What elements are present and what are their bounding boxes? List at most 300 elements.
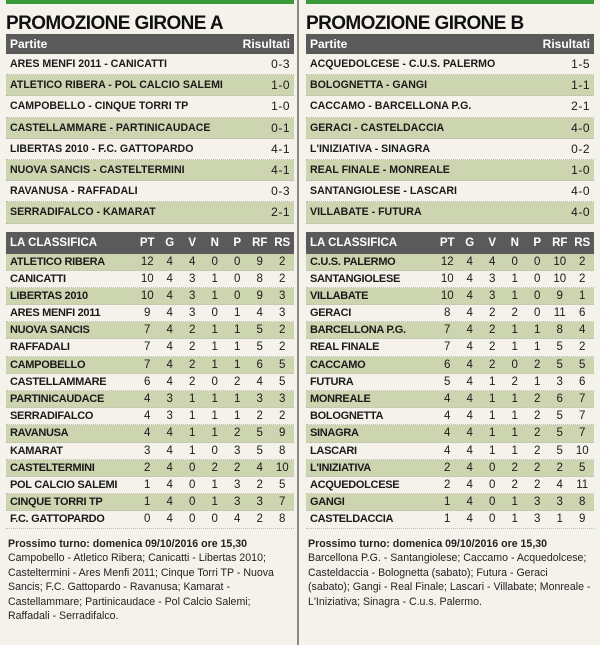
stat-n: 0	[211, 255, 218, 268]
standings-row	[306, 357, 594, 374]
match-row	[6, 202, 294, 223]
match-teams: GERACI - CASTELDACCIA	[310, 121, 445, 134]
team-name: ARES MENFI 2011	[10, 307, 101, 320]
stat-v: 1	[189, 427, 196, 440]
stat-rf: 2	[256, 410, 263, 423]
standings-row	[6, 305, 294, 322]
stat-n: 1	[211, 496, 218, 509]
match-score: 1-0	[571, 162, 590, 177]
stat-v: 0	[189, 513, 196, 526]
stat-pt: 7	[444, 324, 451, 337]
next-round-fixtures: Campobello - Atletico Ribera; Canicatti - Libertas 2010; Casteltermini - Ares Menfi 2011; Cinque Torri TP - Nuova Sancis; F.C. Gattopardo - Ravanusa; Kamarat - Castellammare; Partinicaudace - Pol Calcio Salemi; Raffadali - Serradifalco.	[8, 552, 274, 623]
col-n: N	[210, 236, 219, 249]
stat-rf: 4	[256, 307, 263, 320]
stat-p: 0	[534, 255, 541, 268]
stat-rs: 8	[579, 496, 586, 509]
stat-p: 0	[534, 307, 541, 320]
stat-n: 1	[511, 410, 518, 423]
stat-g: 4	[166, 341, 173, 354]
stat-v: 3	[489, 272, 496, 285]
stat-v: 4	[189, 255, 196, 268]
standings-header	[6, 232, 294, 254]
standings-row	[6, 288, 294, 305]
match-row	[6, 54, 294, 75]
stat-g: 4	[166, 289, 173, 302]
match-row	[6, 139, 294, 160]
stat-n: 1	[211, 324, 218, 337]
stat-rf: 2	[556, 461, 563, 474]
stat-pt: 4	[444, 410, 451, 423]
stat-rs: 2	[279, 255, 286, 268]
standings-row	[306, 305, 594, 322]
stat-rs: 5	[579, 461, 586, 474]
match-score: 4-0	[571, 120, 590, 135]
next-round-title: Prossimo turno: domenica 09/10/2016 ore 15,30	[308, 537, 548, 550]
standings-header	[306, 232, 594, 254]
stat-n: 0	[511, 358, 518, 371]
stat-rs: 2	[279, 324, 286, 337]
stat-n: 2	[511, 375, 518, 388]
match-teams: SANTANGIOLESE - LASCARI	[310, 185, 457, 198]
stat-pt: 12	[440, 255, 454, 268]
col-v: V	[188, 236, 197, 249]
match-row	[306, 54, 594, 75]
stat-n: 2	[511, 478, 518, 491]
stat-rf: 9	[556, 289, 563, 302]
stat-rs: 2	[579, 341, 586, 354]
stat-rf: 3	[556, 375, 563, 388]
team-name: CACCAMO	[310, 358, 366, 371]
stat-n: 1	[211, 427, 218, 440]
stat-rf: 5	[556, 358, 563, 371]
stat-v: 2	[189, 341, 196, 354]
stat-pt: 4	[444, 393, 451, 405]
stat-g: 4	[466, 513, 473, 526]
stat-v: 0	[489, 513, 496, 526]
match-teams: SERRADIFALCO - KAMARAT	[10, 206, 156, 219]
stat-p: 1	[534, 341, 541, 354]
standings-row	[306, 460, 594, 477]
stat-v: 0	[189, 478, 196, 491]
col-rs: RS	[274, 236, 291, 249]
team-name: CASTELDACCIA	[310, 513, 394, 526]
match-teams: LIBERTAS 2010 - F.C. GATTOPARDO	[10, 142, 194, 155]
stat-rs: 7	[579, 410, 586, 423]
stat-g: 4	[166, 255, 173, 268]
stat-rf: 5	[256, 324, 263, 337]
stat-rs: 9	[579, 513, 586, 526]
standings-title: LA CLASSIFICA	[10, 236, 98, 249]
header-risultati: Risultati	[542, 37, 590, 51]
match-row	[306, 202, 594, 223]
team-name: FUTURA	[310, 375, 354, 388]
stat-n: 1	[511, 324, 518, 337]
stat-n: 2	[511, 461, 518, 474]
stat-n: 1	[211, 272, 218, 285]
col-v: V	[488, 236, 497, 249]
stat-pt: 6	[444, 358, 451, 371]
stat-rf: 6	[556, 393, 563, 405]
stat-rs: 2	[279, 272, 286, 285]
stat-rf: 3	[556, 496, 563, 509]
stat-rf: 8	[256, 272, 263, 285]
stat-g: 4	[166, 375, 173, 388]
stat-v: 3	[189, 307, 196, 320]
stat-g: 4	[466, 289, 473, 302]
standings-row	[6, 271, 294, 288]
standings-row	[6, 254, 294, 271]
standings-row	[6, 494, 294, 511]
team-name: CASTELLAMMARE	[10, 375, 107, 388]
stat-g: 4	[166, 496, 173, 509]
stat-pt: 12	[140, 255, 154, 268]
stat-rs: 3	[279, 307, 286, 320]
stat-v: 2	[489, 307, 496, 320]
stat-pt: 4	[144, 410, 151, 423]
standings-row	[6, 477, 294, 494]
stat-rs: 5	[579, 358, 586, 371]
standings-row	[306, 494, 594, 511]
standings-row	[6, 322, 294, 339]
standings-row	[306, 511, 594, 528]
team-name: CINQUE TORRI TP	[10, 496, 103, 509]
match-row	[6, 181, 294, 202]
stat-n: 1	[511, 427, 518, 440]
stat-p: 2	[534, 444, 541, 457]
col-rf: RF	[252, 236, 268, 249]
team-name: F.C. GATTOPARDO	[10, 513, 105, 526]
girone-a-column	[6, 0, 294, 645]
team-name: CAMPOBELLO	[10, 358, 86, 371]
stat-g: 4	[466, 307, 473, 320]
stat-p: 2	[234, 427, 241, 440]
stat-pt: 7	[144, 358, 151, 371]
stat-p: 3	[534, 496, 541, 509]
stat-pt: 7	[144, 341, 151, 354]
stat-p: 1	[234, 341, 241, 354]
standings-row	[306, 322, 594, 339]
stat-g: 4	[166, 358, 173, 371]
stat-v: 1	[489, 444, 496, 457]
standings-row	[306, 443, 594, 460]
stat-g: 4	[466, 358, 473, 371]
team-name: ACQUEDOLCESE	[310, 478, 400, 491]
stat-v: 2	[189, 375, 196, 388]
stat-n: 1	[211, 358, 218, 371]
standings-row	[306, 288, 594, 305]
stat-n: 0	[211, 375, 218, 388]
section-title: PROMOZIONE GIRONE B	[306, 0, 594, 34]
stat-g: 4	[166, 461, 173, 474]
stat-p: 2	[534, 358, 541, 371]
stat-rf: 5	[256, 427, 263, 440]
stat-rs: 5	[279, 375, 286, 388]
team-name: LASCARI	[310, 444, 357, 457]
stat-n: 1	[211, 478, 218, 491]
match-teams: L'INIZIATIVA - SINAGRA	[310, 142, 431, 155]
stat-rs: 10	[275, 461, 289, 474]
team-name: RAVANUSA	[10, 427, 69, 440]
team-name: PARTINICAUDACE	[10, 393, 104, 405]
col-rf: RF	[552, 236, 568, 249]
match-row	[306, 181, 594, 202]
team-name: REAL FINALE	[310, 341, 380, 354]
stat-p: 2	[534, 461, 541, 474]
stat-g: 4	[166, 324, 173, 337]
stat-rf: 9	[256, 289, 263, 302]
match-teams: ARES MENFI 2011 - CANICATTI	[10, 58, 167, 70]
stat-p: 3	[234, 478, 241, 491]
standings-row	[6, 391, 294, 408]
standings-row	[306, 425, 594, 442]
col-rs: RS	[574, 236, 591, 249]
stat-g: 4	[166, 478, 173, 491]
stat-rf: 5	[556, 427, 563, 440]
matches-header	[6, 34, 294, 54]
team-name: CASTELTERMINI	[10, 461, 95, 474]
stat-p: 4	[234, 513, 241, 526]
stat-v: 1	[189, 393, 196, 405]
matches-list	[306, 54, 594, 224]
stat-pt: 7	[144, 324, 151, 337]
standings-list	[306, 254, 594, 529]
stat-g: 4	[466, 341, 473, 354]
standings-row	[306, 339, 594, 356]
stat-p: 3	[234, 444, 241, 457]
match-score: 1-0	[271, 99, 290, 114]
team-name: POL CALCIO SALEMI	[10, 478, 118, 491]
match-row	[306, 118, 594, 139]
stat-rf: 8	[556, 324, 563, 337]
match-teams: VILLABATE - FUTURA	[310, 206, 422, 219]
stat-p: 3	[234, 496, 241, 509]
stat-rf: 6	[256, 358, 263, 371]
stat-pt: 1	[444, 513, 451, 526]
stat-v: 1	[189, 444, 196, 457]
stat-v: 2	[489, 324, 496, 337]
stat-n: 1	[511, 393, 518, 405]
stat-g: 4	[466, 255, 473, 268]
match-teams: NUOVA SANCIS - CASTELTERMINI	[10, 163, 185, 176]
stat-rs: 8	[279, 513, 286, 526]
stat-pt: 10	[440, 289, 454, 302]
match-row	[6, 75, 294, 96]
stat-rf: 1	[556, 513, 563, 526]
stat-pt: 1	[144, 496, 151, 509]
col-g: G	[465, 236, 475, 249]
stat-v: 1	[489, 410, 496, 423]
header-partite: Partite	[310, 37, 348, 51]
stat-pt: 4	[144, 427, 151, 440]
team-name: CANICATTI	[10, 272, 66, 285]
stat-pt: 10	[140, 289, 154, 302]
stat-p: 2	[534, 478, 541, 491]
match-score: 4-0	[571, 184, 590, 199]
match-score: 4-1	[271, 141, 290, 156]
stat-p: 2	[534, 393, 541, 405]
stat-rs: 3	[279, 393, 286, 405]
standings-row	[6, 374, 294, 391]
match-row	[306, 160, 594, 181]
stat-rs: 5	[279, 358, 286, 371]
stat-n: 1	[511, 513, 518, 526]
stat-rf: 2	[256, 478, 263, 491]
match-score: 0-2	[571, 141, 590, 156]
match-score: 0-3	[271, 57, 290, 71]
col-p: P	[533, 236, 542, 249]
stat-pt: 6	[144, 375, 151, 388]
stat-rf: 11	[553, 307, 566, 320]
standings-list	[6, 254, 294, 529]
stat-rf: 4	[256, 461, 263, 474]
stat-p: 0	[234, 289, 241, 302]
stat-n: 1	[211, 410, 218, 423]
match-teams: CACCAMO - BARCELLONA P.G.	[310, 100, 472, 113]
stat-n: 2	[211, 461, 218, 474]
stat-p: 3	[534, 513, 541, 526]
stat-v: 1	[189, 410, 196, 423]
stat-g: 4	[166, 307, 173, 320]
next-round-title: Prossimo turno: domenica 09/10/2016 ore 15,30	[8, 537, 248, 550]
stat-pt: 10	[140, 272, 154, 285]
stat-p: 1	[534, 324, 541, 337]
stat-p: 0	[234, 255, 241, 268]
team-name: MONREALE	[310, 393, 371, 405]
stat-v: 2	[489, 358, 496, 371]
stat-rs: 1	[579, 289, 586, 302]
stat-v: 3	[189, 289, 196, 302]
stat-n: 1	[511, 341, 518, 354]
team-name: ATLETICO RIBERA	[10, 255, 105, 268]
stat-n: 0	[511, 255, 518, 268]
team-name: SERRADIFALCO	[10, 410, 94, 423]
stat-rf: 5	[556, 444, 563, 457]
stat-pt: 4	[444, 444, 451, 457]
match-row	[6, 96, 294, 117]
stat-pt: 7	[444, 341, 451, 354]
standings-row	[306, 408, 594, 425]
match-score: 4-1	[271, 162, 290, 177]
match-teams: BOLOGNETTA - GANGI	[310, 79, 428, 92]
team-name: BARCELLONA P.G.	[310, 324, 406, 337]
team-name: SANTANGIOLESE	[310, 272, 401, 285]
stat-p: 1	[234, 324, 241, 337]
stat-g: 4	[466, 496, 473, 509]
stat-rf: 4	[556, 478, 563, 491]
stat-rs: 7	[279, 496, 286, 509]
standings-row	[6, 357, 294, 374]
standings-row	[306, 477, 594, 494]
team-name: BOLOGNETTA	[310, 410, 384, 423]
match-teams: ACQUEDOLCESE - C.U.S. PALERMO	[310, 58, 496, 70]
standings-row	[306, 391, 594, 408]
match-score: 2-1	[271, 205, 290, 220]
match-teams: RAVANUSA - RAFFADALI	[10, 185, 138, 198]
standings-row	[6, 425, 294, 442]
stat-g: 4	[166, 272, 173, 285]
stat-rf: 5	[556, 410, 563, 423]
stat-g: 4	[466, 393, 473, 405]
stat-v: 2	[489, 341, 496, 354]
matches-header	[306, 34, 594, 54]
stat-v: 3	[189, 272, 196, 285]
stat-p: 0	[534, 289, 541, 302]
stat-rs: 9	[279, 427, 286, 440]
stat-g: 4	[466, 375, 473, 388]
stat-v: 4	[489, 255, 496, 268]
stat-rf: 10	[553, 272, 567, 285]
stat-g: 4	[466, 444, 473, 457]
stat-rf: 3	[256, 393, 263, 405]
stat-p: 0	[534, 272, 541, 285]
stat-g: 4	[466, 478, 473, 491]
col-pt: PT	[439, 236, 455, 249]
stat-pt: 5	[444, 375, 451, 388]
stat-n: 1	[211, 289, 218, 302]
header-risultati: Risultati	[242, 37, 290, 51]
stat-p: 2	[234, 461, 241, 474]
stat-rf: 5	[256, 444, 263, 457]
stat-p: 1	[234, 307, 241, 320]
standings-row	[306, 254, 594, 271]
stat-rs: 10	[575, 444, 589, 457]
stat-pt: 0	[144, 513, 151, 526]
stat-v: 0	[489, 461, 496, 474]
header-partite: Partite	[10, 37, 48, 51]
stat-rs: 2	[579, 272, 586, 285]
stat-pt: 8	[444, 307, 451, 320]
stat-rs: 7	[579, 427, 586, 440]
match-score: 2-1	[571, 99, 590, 114]
match-score: 0-3	[271, 184, 290, 199]
stat-g: 4	[466, 272, 473, 285]
stat-rs: 2	[279, 410, 286, 423]
team-name: GERACI	[310, 307, 351, 320]
stat-pt: 4	[144, 393, 151, 405]
match-row	[6, 160, 294, 181]
stat-rs: 6	[579, 375, 586, 388]
standings-row	[6, 339, 294, 356]
stat-pt: 2	[444, 461, 451, 474]
stat-rs: 2	[579, 255, 586, 268]
stat-g: 4	[466, 410, 473, 423]
stat-pt: 1	[444, 496, 451, 509]
stat-rs: 5	[279, 478, 286, 491]
stat-pt: 10	[440, 272, 454, 285]
stat-p: 1	[234, 358, 241, 371]
match-score: 1-0	[271, 78, 290, 93]
next-round	[306, 537, 594, 610]
match-teams: CAMPOBELLO - CINQUE TORRI TP	[10, 100, 189, 113]
stat-pt: 2	[144, 461, 151, 474]
stat-v: 1	[489, 427, 496, 440]
section-title: PROMOZIONE GIRONE A	[6, 0, 294, 34]
stat-rf: 3	[256, 496, 263, 509]
column-divider	[297, 0, 299, 645]
team-name: RAFFADALI	[10, 341, 70, 354]
standings-row	[6, 443, 294, 460]
stat-g: 4	[166, 513, 173, 526]
stat-p: 2	[534, 427, 541, 440]
stat-g: 4	[166, 427, 173, 440]
standings-row	[6, 460, 294, 477]
stat-v: 0	[489, 478, 496, 491]
stat-rf: 5	[556, 341, 563, 354]
next-round-fixtures: Barcellona P.G. - Santangiolese; Caccamo - Acquedolcese; Casteldaccia - Bolognetta (sabato); Futura - Geraci (sabato); Gangi - Real Finale; Lascari - Villabate; Monreale - L'Iniziativa; Sinagra - C.u.s. Palermo.	[308, 552, 591, 608]
stat-n: 0	[211, 513, 218, 526]
stat-p: 1	[234, 410, 241, 423]
standings-row	[6, 511, 294, 528]
